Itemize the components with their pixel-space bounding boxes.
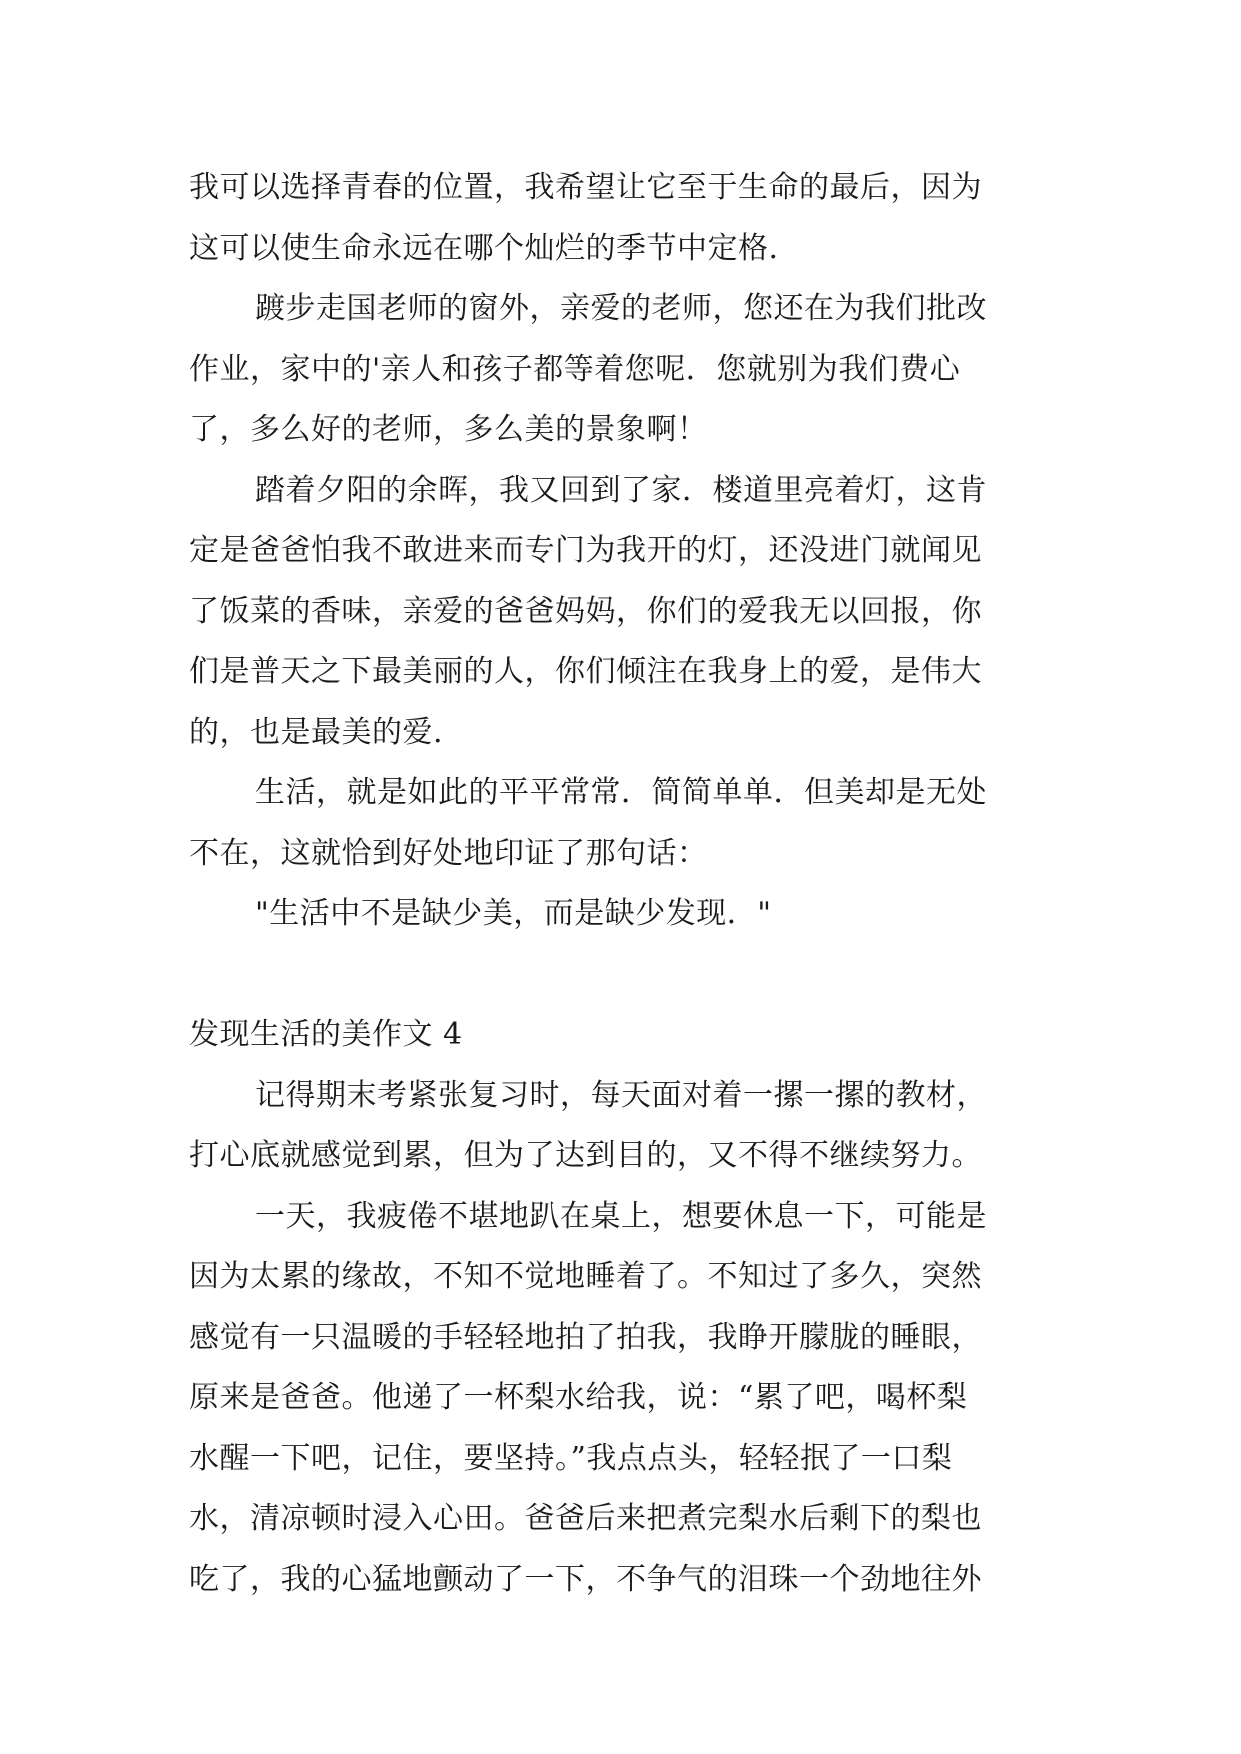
paragraph-line: 这可以使生命永远在哪个灿烂的季节中定格. xyxy=(189,230,779,266)
paragraph-line: 踱步走国老师的窗外，亲爱的老师，您还在为我们批改 xyxy=(255,291,987,326)
quote-line: "生活中不是缺少美，而是缺少发现．" xyxy=(255,896,772,931)
paragraph-line: 水，清凉顿时浸入心田。爸爸后来把煮完梨水后剩下的梨也 xyxy=(189,1501,982,1536)
paragraph-line: 定是爸爸怕我不敢进来而专门为我开的灯，还没进门就闻见 xyxy=(189,533,982,568)
paragraph-line: 一天，我疲倦不堪地趴在桌上，想要休息一下，可能是 xyxy=(255,1198,987,1234)
paragraph-line: 记得期末考紧张复习时，每天面对着一摞一摞的教材， xyxy=(255,1077,987,1113)
paragraph-line: 我可以选择青春的位置，我希望让它至于生命的最后，因为 xyxy=(189,170,982,205)
document-body xyxy=(189,158,1069,1610)
paragraph-line: 了，多么好的老师，多么美的景象啊！ xyxy=(189,412,708,447)
paragraph-line: 踏着夕阳的余晖，我又回到了家．楼道里亮着灯，这肯 xyxy=(255,472,987,508)
paragraph-line: 因为太累的缘故，不知不觉地睡着了。不知过了多久，突然 xyxy=(189,1259,982,1294)
paragraph-line: 了饭菜的香味，亲爱的爸爸妈妈，你们的爱我无以回报，你 xyxy=(189,593,982,629)
paragraph-line: 作业，家中的'亲人和孩子都等着您呢．您就别为我们费心 xyxy=(189,351,961,387)
paragraph-line: 的，也是最美的爱. xyxy=(189,714,444,750)
paragraph-line: 生活，就是如此的平平常常．简简单单．但美却是无处 xyxy=(255,775,987,810)
paragraph-line: 吃了，我的心猛地颤动了一下，不争气的泪珠一个劲地往外 xyxy=(189,1561,982,1597)
blank-line xyxy=(189,945,1069,1006)
paragraph-line: 原来是爸爸。他递了一杯梨水给我，说：“累了吧，喝杯梨 xyxy=(189,1380,968,1415)
paragraph-line: 们是普天之下最美丽的人，你们倾注在我身上的爱，是伟大 xyxy=(189,654,982,689)
section-heading: 发现生活的美作文 4 xyxy=(189,1017,463,1052)
paragraph-line: 不在，这就恰到好处地印证了那句话： xyxy=(189,835,708,871)
paragraph-line: 水醒一下吧，记住，要坚持。”我点点头，轻轻抿了一口梨 xyxy=(189,1440,953,1476)
paragraph-line: 感觉有一只温暖的手轻轻地拍了拍我，我睁开朦胧的睡眼， xyxy=(189,1319,982,1355)
paragraph-line: 打心底就感觉到累，但为了达到目的，又不得不继续努力。 xyxy=(189,1138,982,1173)
